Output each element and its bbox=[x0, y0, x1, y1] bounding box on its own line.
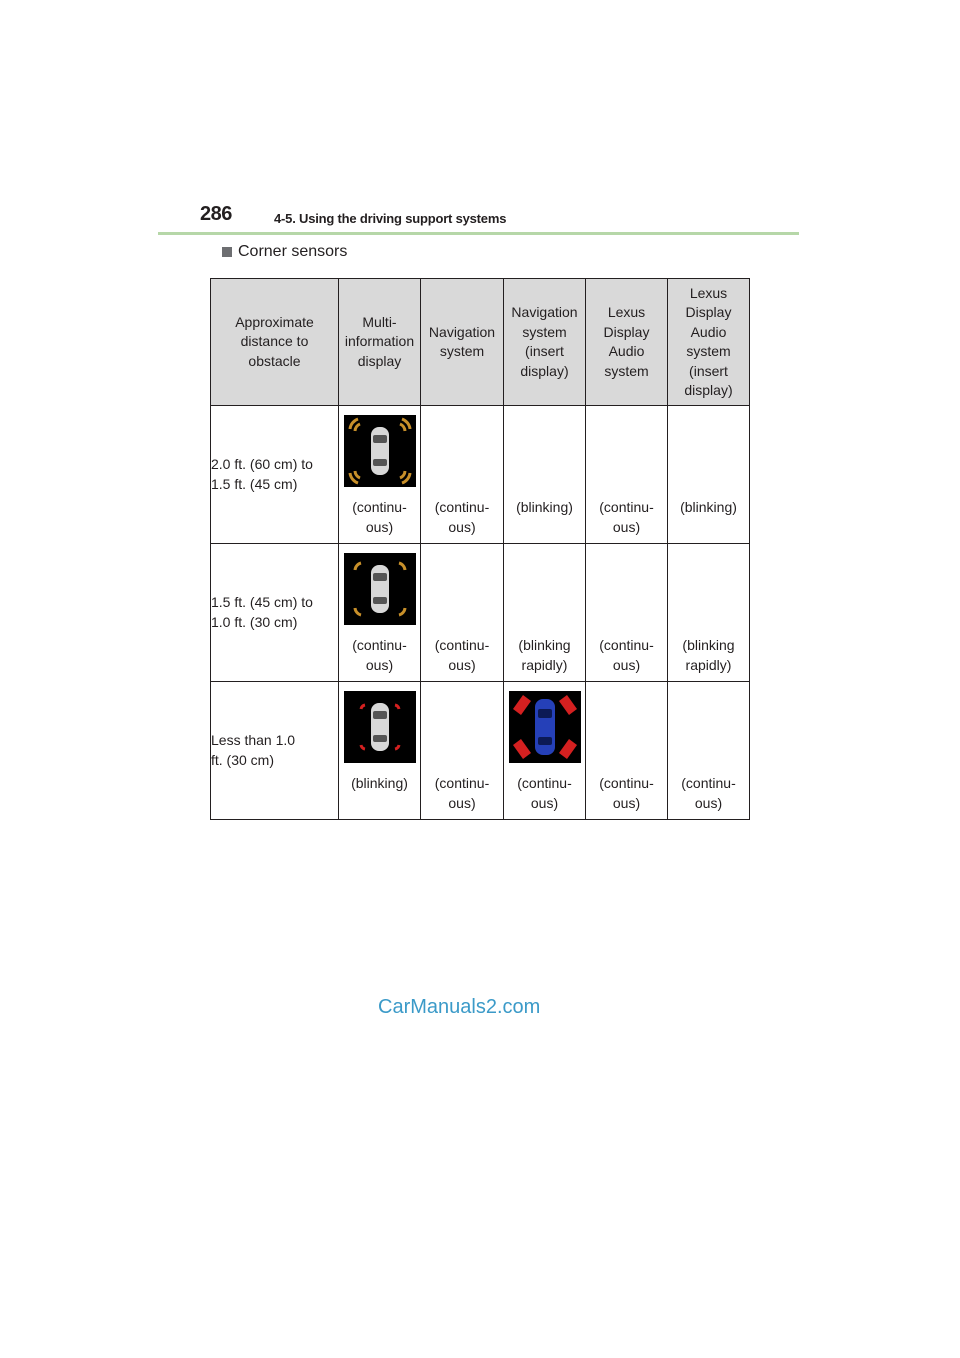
distance-cell: Less than 1.0 ft. (30 cm) bbox=[211, 682, 339, 820]
car-sensor-amber-medium-image bbox=[344, 553, 416, 625]
table-cell: (continu- ous) bbox=[668, 682, 750, 820]
table-row bbox=[211, 406, 750, 544]
table-cell: (continu- ous) bbox=[504, 682, 586, 820]
table-cell: (blinking) bbox=[339, 682, 421, 820]
section-title: 4-5. Using the driving support systems bbox=[274, 211, 507, 226]
table-cell: (continu- ous) bbox=[421, 682, 504, 820]
table-cell: (continu- ous) bbox=[421, 544, 504, 682]
col-header-distance: Approximate distance to obstacle bbox=[211, 279, 339, 406]
col-header-lexus-audio-insert: Lexus Display Audio system (insert display) bbox=[668, 279, 750, 406]
col-header-lexus-audio: Lexus Display Audio system bbox=[586, 279, 668, 406]
corner-sensor-table bbox=[210, 278, 750, 820]
table-cell: (continu- ous) bbox=[586, 544, 668, 682]
table-cell: (continu- ous) bbox=[421, 406, 504, 544]
square-bullet-icon bbox=[222, 247, 232, 257]
col-header-multi-info: Multi-information display bbox=[339, 279, 421, 406]
distance-cell: 2.0 ft. (60 cm) to 1.5 ft. (45 cm) bbox=[211, 406, 339, 544]
header-rule bbox=[158, 232, 799, 235]
watermark[interactable]: CarManuals2.com bbox=[378, 996, 541, 1018]
page-number: 286 bbox=[200, 203, 232, 225]
table-cell: (continu- ous) bbox=[339, 544, 421, 682]
table-cell: (blinking rapidly) bbox=[504, 544, 586, 682]
table-cell: (continu- ous) bbox=[586, 682, 668, 820]
heading-text: Corner sensors bbox=[238, 243, 348, 260]
col-header-navigation-insert: Navigation system (insert display) bbox=[504, 279, 586, 406]
page-header bbox=[200, 203, 800, 233]
table-header-row bbox=[211, 279, 750, 406]
table-cell: (continu- ous) bbox=[339, 406, 421, 544]
table-cell: (blinking rapidly) bbox=[668, 544, 750, 682]
table-cell: (blinking) bbox=[504, 406, 586, 544]
car-sensor-amber-full-image bbox=[344, 415, 416, 487]
table-row bbox=[211, 544, 750, 682]
table-cell: (continu- ous) bbox=[586, 406, 668, 544]
table-row bbox=[211, 682, 750, 820]
col-header-navigation: Navigation system bbox=[421, 279, 504, 406]
table-cell: (blinking) bbox=[668, 406, 750, 544]
car-blue-sensor-red-image bbox=[509, 691, 581, 763]
subsection-heading bbox=[222, 243, 347, 261]
distance-cell: 1.5 ft. (45 cm) to 1.0 ft. (30 cm) bbox=[211, 544, 339, 682]
car-sensor-red-near-image bbox=[344, 691, 416, 763]
